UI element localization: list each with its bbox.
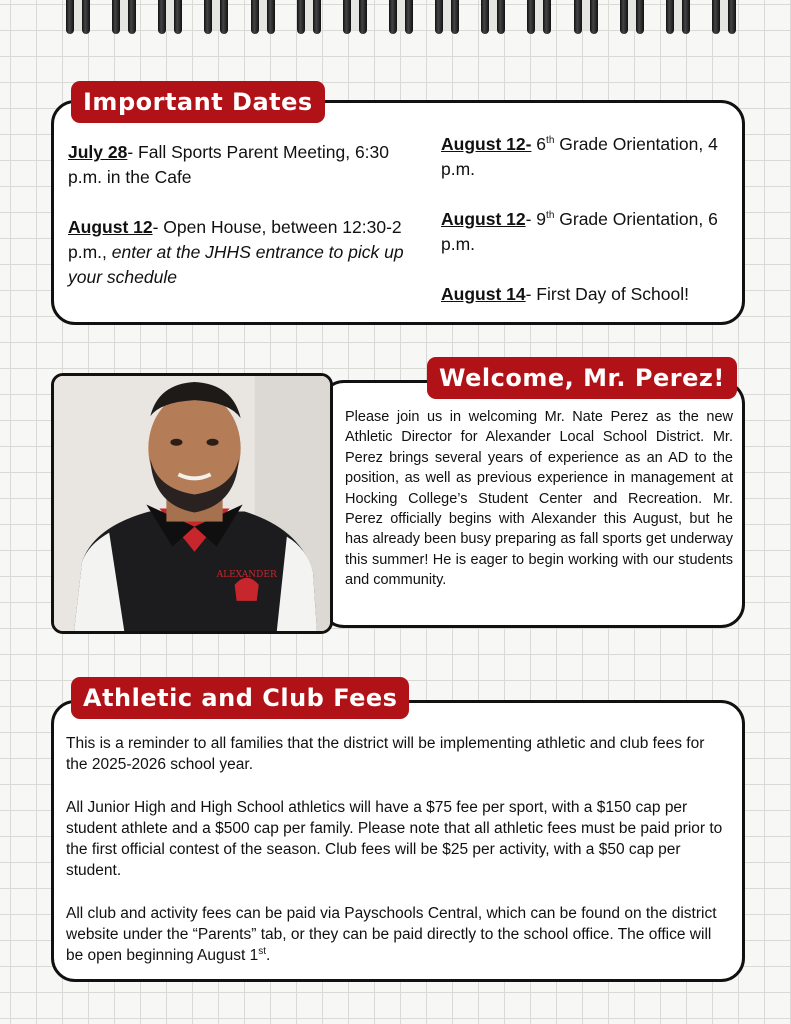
binder-ring xyxy=(389,0,413,36)
binder-ring xyxy=(666,0,690,36)
date-entry xyxy=(441,132,741,182)
binder-ring xyxy=(66,0,90,36)
fees-body xyxy=(66,733,728,988)
binder-ring xyxy=(481,0,505,36)
date-note: enter at the JHHS entrance to pick up your schedule xyxy=(68,242,404,287)
photo-mr-perez xyxy=(51,373,333,634)
binder-ring xyxy=(712,0,736,36)
date-label: July 28 xyxy=(68,142,128,162)
binder-ring xyxy=(343,0,367,36)
date-label: August 14 xyxy=(441,284,526,304)
date-description: Grade Orientation, 6 p.m. xyxy=(441,209,718,254)
binder-ring xyxy=(574,0,598,36)
fees-payment-end: . xyxy=(265,947,271,965)
binder-ring xyxy=(251,0,275,36)
important-dates-card xyxy=(51,100,745,325)
date-description: - Open House, between 12:30-2 p.m., xyxy=(68,217,402,262)
date-description: Grade Orientation, 4 p.m. xyxy=(441,134,718,179)
fees-card xyxy=(51,700,745,982)
welcome-card xyxy=(320,380,745,628)
binder-ring xyxy=(158,0,182,36)
portrait-illustration xyxy=(54,376,330,631)
ordinal-suffix: th xyxy=(546,135,555,147)
binder-ring xyxy=(204,0,228,36)
date-entry xyxy=(68,215,420,290)
binder-ring xyxy=(435,0,459,36)
important-dates-heading: Important Dates xyxy=(71,81,325,123)
welcome-heading: Welcome, Mr. Perez! xyxy=(427,357,737,399)
fees-paragraph xyxy=(66,903,728,967)
date-label: August 12- xyxy=(441,134,532,154)
ordinal-suffix: th xyxy=(546,210,555,222)
date-description: - 9 xyxy=(525,209,547,229)
date-description: 6 xyxy=(531,134,547,154)
date-label: August 12 xyxy=(68,217,153,237)
spiral-binding xyxy=(66,0,736,36)
dates-left-column xyxy=(68,140,420,315)
binder-ring xyxy=(297,0,321,36)
binder-ring xyxy=(112,0,136,36)
dates-right-column xyxy=(441,132,741,332)
date-description: - First Day of School! xyxy=(525,284,689,304)
shirt-logo-text: ALEXANDER xyxy=(216,569,277,580)
date-label: August 12 xyxy=(441,209,526,229)
fees-paragraph: This is a reminder to all families that the district will be implementing athletic and club fees for the 2025-2026 school year. xyxy=(66,735,705,774)
binder-ring xyxy=(527,0,551,36)
date-entry xyxy=(68,140,420,190)
date-entry xyxy=(441,282,741,307)
fees-paragraph: All Junior High and High School athletics will have a $75 fee per sport, with a $150 cap per student athlete and a $500 cap per family. Please note that all athletic fees must be paid prior to the first official contest of the season. Club fees will be $25 per activity, with a $50 cap per student. xyxy=(66,798,723,880)
date-entry xyxy=(441,207,741,257)
date-description: - Fall Sports Parent Meeting, 6:30 p.m. in the Cafe xyxy=(68,142,390,187)
binder-ring xyxy=(620,0,644,36)
fees-heading: Athletic and Club Fees xyxy=(71,677,409,719)
welcome-body: Please join us in welcoming Mr. Nate Perez as the new Athletic Director for Alexander Local School District. Mr. Perez brings several years of experience as an AD to the position, as well as previous experience in management at Hocking College’s Student Center and Recreation. Mr. Perez officially begins with Alexander this August, but he has already been busy preparing as fall sports get underway this summer! He is eager to begin working with our students and community. xyxy=(345,409,733,589)
ordinal-suffix: st xyxy=(258,946,266,958)
fees-payment-text: All club and activity fees can be paid via Payschools Central, which can be found on the district website under the “Parents” tab, or they can be paid directly to the school office. The office will be open beginning August 1 xyxy=(66,904,717,965)
